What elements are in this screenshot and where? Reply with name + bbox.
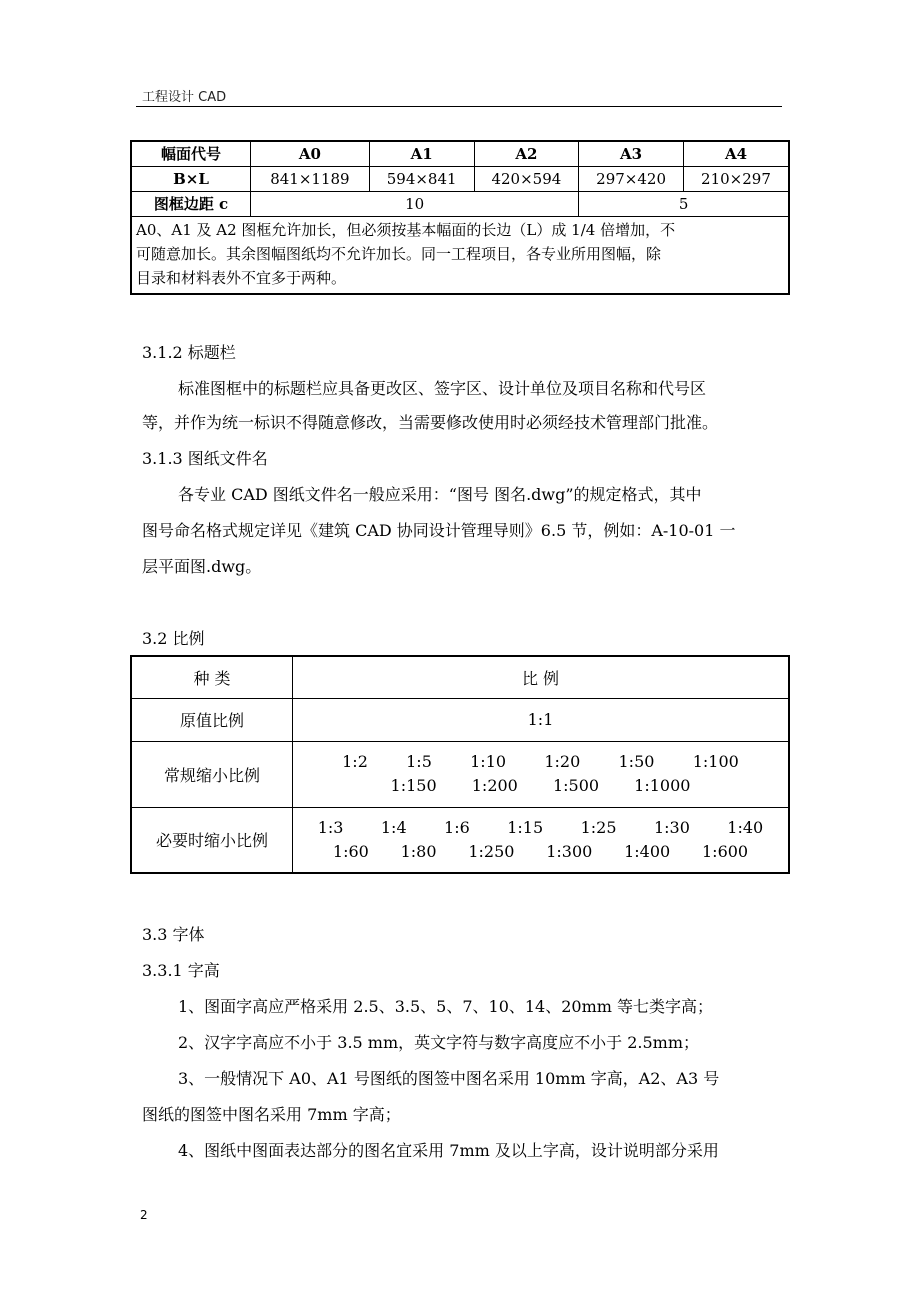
table-cell <box>293 741 790 807</box>
sheet-size-table <box>130 140 790 295</box>
paragraph-line: 标准图框中的标题栏应具备更改区、签字区、设计单位及项目名称和代号区 <box>178 379 707 398</box>
ratio-value: 1:500 <box>552 776 600 795</box>
table-header-cell: 比 例 <box>293 656 790 698</box>
ratio-value: 1:200 <box>471 776 518 795</box>
ratio-value: 1:50 <box>618 752 655 771</box>
ratio-line <box>293 750 788 774</box>
list-item: 图纸的图签中图名采用 7mm 字高； <box>142 1105 401 1124</box>
header-rule <box>136 106 782 107</box>
table-row-label: B×L <box>131 167 251 192</box>
table-cell: 5 <box>579 192 789 217</box>
ratio-value: 1:100 <box>692 752 739 771</box>
ratio-value: 1:300 <box>546 841 593 861</box>
table-header-cell: 种 类 <box>131 656 293 698</box>
table-header-cell: A0 <box>251 141 370 167</box>
table-cell: 420×594 <box>474 167 579 192</box>
ratio-value: 1:2 <box>342 752 368 771</box>
table-row <box>131 217 789 295</box>
ratio-value: 1:20 <box>544 752 581 771</box>
table-row <box>131 192 789 217</box>
ratio-value: 1:4 <box>380 817 407 837</box>
list-item: 2、汉字字高应不小于 3.5 mm，英文字符与数字高度应不小于 2.5mm； <box>178 1033 700 1052</box>
page-number: 2 <box>140 1208 148 1222</box>
ratio-value: 1:600 <box>702 841 749 861</box>
ratio-value: 1:150 <box>390 776 437 795</box>
ratio-value: 1:5 <box>406 752 432 771</box>
ratio-value: 1:400 <box>624 841 671 861</box>
table-header-cell: A2 <box>474 141 579 167</box>
table-row <box>131 141 789 167</box>
table-header-cell: A4 <box>683 141 789 167</box>
table-row <box>131 698 789 741</box>
ratio-value: 1:30 <box>653 817 690 837</box>
table-row-label: 必要时缩小比例 <box>131 807 293 873</box>
table-row <box>131 741 789 807</box>
table-cell: 297×420 <box>579 167 684 192</box>
table-row <box>131 167 789 192</box>
table-cell: 210×297 <box>683 167 789 192</box>
list-item: 1、图面字高应严格采用 2.5、3.5、5、7、10、14、20mm 等七类字高； <box>178 997 714 1016</box>
scale-table <box>130 655 790 874</box>
note-line: 可随意加长。其余图幅图纸均不允许加长。同一工程项目，各专业所用图幅，除 <box>136 245 662 263</box>
ratio-value: 1:6 <box>444 817 470 837</box>
list-item: 3、一般情况下 A0、A1 号图纸的图签中图名采用 10mm 字高，A2、A3 号 <box>178 1069 720 1088</box>
section-heading: 3.2 比例 <box>142 629 205 648</box>
ratio-line <box>293 840 788 864</box>
table-row-label: 常规缩小比例 <box>131 741 293 807</box>
note-line: A0、A1 及 A2 图框允许加长，但必须按基本幅面的长边（L）成 1/4 倍增加，不 <box>136 221 676 239</box>
table-cell: 841×1189 <box>251 167 370 192</box>
header-title: 工程设计 CAD <box>142 90 227 105</box>
ratio-value: 1:1000 <box>634 776 691 795</box>
ratio-line <box>293 816 788 840</box>
table-row <box>131 656 789 698</box>
section-heading: 3.1.2 标题栏 <box>142 343 236 362</box>
table-header-cell: A1 <box>369 141 474 167</box>
paragraph-line: 等，并作为统一标识不得随意修改，当需要修改使用时必须经技术管理部门批准。 <box>142 413 719 432</box>
table-row <box>131 807 789 873</box>
ratio-value: 1:40 <box>727 817 764 837</box>
ratio-value: 1:25 <box>580 817 617 837</box>
paragraph-line: 图号命名格式规定详见《建筑 CAD 协同设计管理导则》6.5 节，例如：A-10-01 一 <box>142 521 736 540</box>
ratio-value: 1:15 <box>507 817 544 837</box>
table-cell: 10 <box>251 192 579 217</box>
section-heading: 3.1.3 图纸文件名 <box>142 449 268 468</box>
ratio-value: 1:3 <box>317 817 344 837</box>
ratio-value: 1:80 <box>400 841 437 861</box>
paragraph-line: 层平面图.dwg。 <box>142 557 262 576</box>
section-heading: 3.3.1 字高 <box>142 961 220 980</box>
table-note <box>131 217 789 295</box>
table-row-label: 原值比例 <box>131 698 293 741</box>
list-item: 4、图纸中图面表达部分的图名宜采用 7mm 及以上字高，设计说明部分采用 <box>178 1141 719 1160</box>
table-header-cell: 幅面代号 <box>131 141 251 167</box>
section-heading: 3.3 字体 <box>142 925 205 944</box>
table-row-label: 图框边距 c <box>131 192 251 217</box>
table-header-cell: A3 <box>579 141 684 167</box>
note-line: 目录和材料表外不宜多于两种。 <box>136 269 347 287</box>
ratio-line <box>293 774 788 798</box>
ratio-value: 1:250 <box>468 841 515 861</box>
table-cell: 594×841 <box>369 167 474 192</box>
table-cell: 1:1 <box>293 698 790 741</box>
paragraph-line: 各专业 CAD 图纸文件名一般应采用：“图号 图名.dwg”的规定格式，其中 <box>178 485 702 504</box>
ratio-value: 1:60 <box>332 841 369 861</box>
table-cell <box>293 807 790 873</box>
ratio-value: 1:10 <box>470 752 507 771</box>
